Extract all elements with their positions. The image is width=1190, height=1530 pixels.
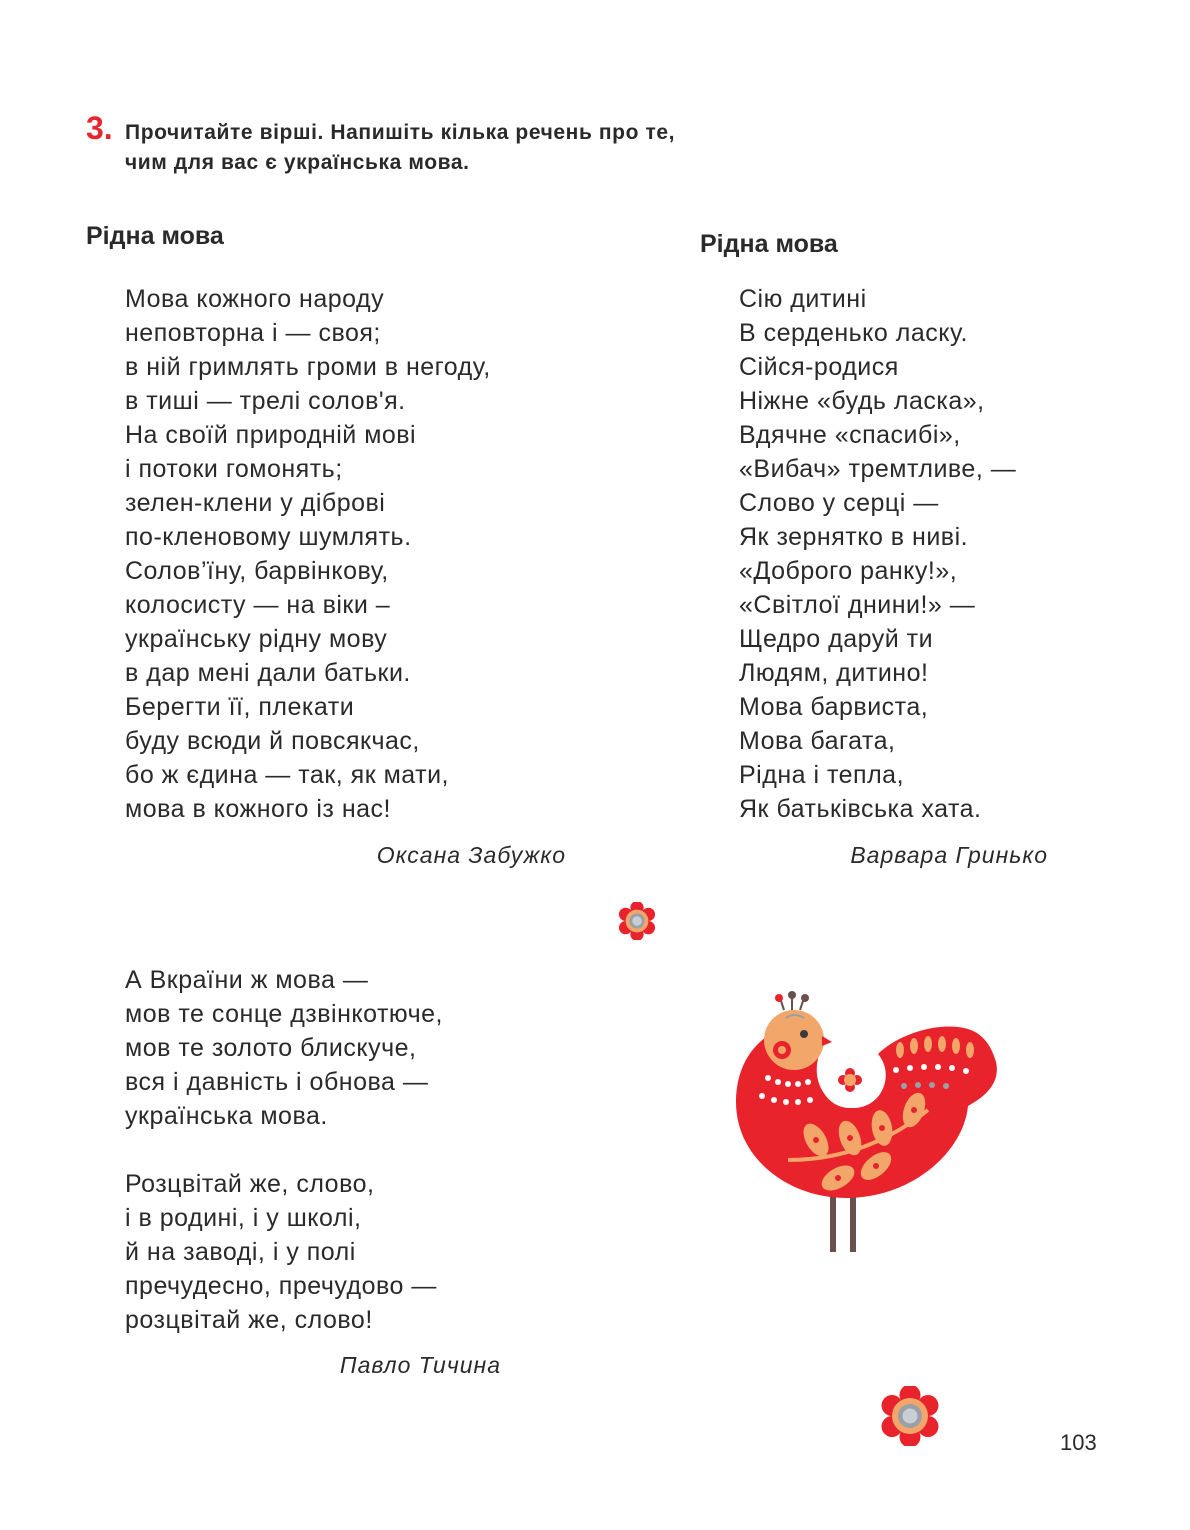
task-line-2: чим для вас є українська мова.	[125, 151, 470, 174]
poem2-title: Рідна мова	[700, 230, 838, 258]
poem3-text	[125, 963, 443, 1337]
poem-line: Сію дитині	[739, 285, 867, 313]
poem-line: українська мова.	[125, 1102, 328, 1130]
poem-line: Сійся-родися	[739, 353, 899, 381]
poem1-author: Оксана Забужко	[376, 842, 566, 868]
flower-icon	[618, 902, 656, 940]
bird-illustration	[728, 990, 1028, 1260]
poem-line: в дар мені дали батьки.	[125, 659, 411, 687]
poem1-text	[125, 282, 491, 826]
poem-line: На своїй природній мові	[125, 421, 417, 449]
poem-line: Мова барвиста,	[739, 693, 929, 721]
task-number: 3.	[86, 110, 113, 146]
poem2-author: Варвара Гринько	[850, 842, 1048, 868]
poem-line: неповторна і — своя;	[125, 319, 381, 347]
poem-line: Щедро даруй ти	[739, 625, 934, 653]
poem-line: Як зернятко в ниві.	[739, 523, 969, 551]
poem-line: в ній гримлять громи в негоду,	[125, 353, 491, 381]
poem-line: Рідна і тепла,	[739, 761, 905, 789]
poem-line: і в родині, і у школі,	[125, 1204, 362, 1232]
poem-line: Ніжне «будь ласка»,	[739, 387, 985, 415]
poem-line: Як батьківська хата.	[739, 795, 982, 823]
poem-line: українську рідну мову	[125, 625, 388, 653]
poem-line: мов те сонце дзвінкотюче,	[125, 1000, 444, 1028]
poem-line: Вдячне «спасибі»,	[739, 421, 961, 449]
poem-line: і потоки гомонять;	[125, 455, 343, 483]
poem-line: «Світлої днини!» —	[739, 591, 976, 619]
poem-line: В серденько ласку.	[739, 319, 968, 347]
poem-line: А Вкраїни ж мова —	[125, 966, 369, 994]
page-number: 103	[1060, 1430, 1097, 1455]
stanza-gap	[125, 1133, 443, 1167]
poem-line: вся і давність і обнова —	[125, 1068, 429, 1096]
poem-line: мов те золото блискуче,	[125, 1034, 417, 1062]
flower-icon	[880, 1386, 940, 1446]
poem-line: Мова кожного народу	[125, 285, 385, 313]
poem-line: мова в кожного із нас!	[125, 795, 391, 823]
poem-line: зелен-клени у діброві	[125, 489, 386, 517]
poem-line: Мова багата,	[739, 727, 896, 755]
poem-line: буду всюди й повсякчас,	[125, 727, 420, 755]
task-instruction	[125, 118, 675, 178]
poem-line: Розцвітай же, слово,	[125, 1170, 375, 1198]
poem3-author: Павло Тичина	[339, 1352, 501, 1378]
task-line-1: Прочитайте вірші. Напишіть кілька речень про те,	[125, 121, 676, 144]
poem-line: колосисту — на віки –	[125, 591, 391, 619]
poem-line: бо ж єдина — так, як мати,	[125, 761, 449, 789]
poem2-text	[739, 282, 1016, 826]
poem-line: «Вибач» тремтливе, —	[739, 455, 1017, 483]
poem1-title: Рідна мова	[86, 222, 224, 250]
poem-line: Берегти її, плекати	[125, 693, 355, 721]
poem-line: по-кленовому шумлять.	[125, 523, 412, 551]
poem-line: Солов’їну, барвінкову,	[125, 557, 389, 585]
poem-line: «Доброго ранку!»,	[739, 557, 958, 585]
poem-line: в тиші — трелі солов'я.	[125, 387, 406, 415]
poem-line: Людям, дитино!	[739, 659, 929, 687]
poem-line: Слово у серці —	[739, 489, 939, 517]
poem-line: й на заводі, і у полі	[125, 1238, 356, 1266]
poem-line: пречудесно, пречудово —	[125, 1272, 437, 1300]
poem-line: розцвітай же, слово!	[125, 1306, 373, 1334]
